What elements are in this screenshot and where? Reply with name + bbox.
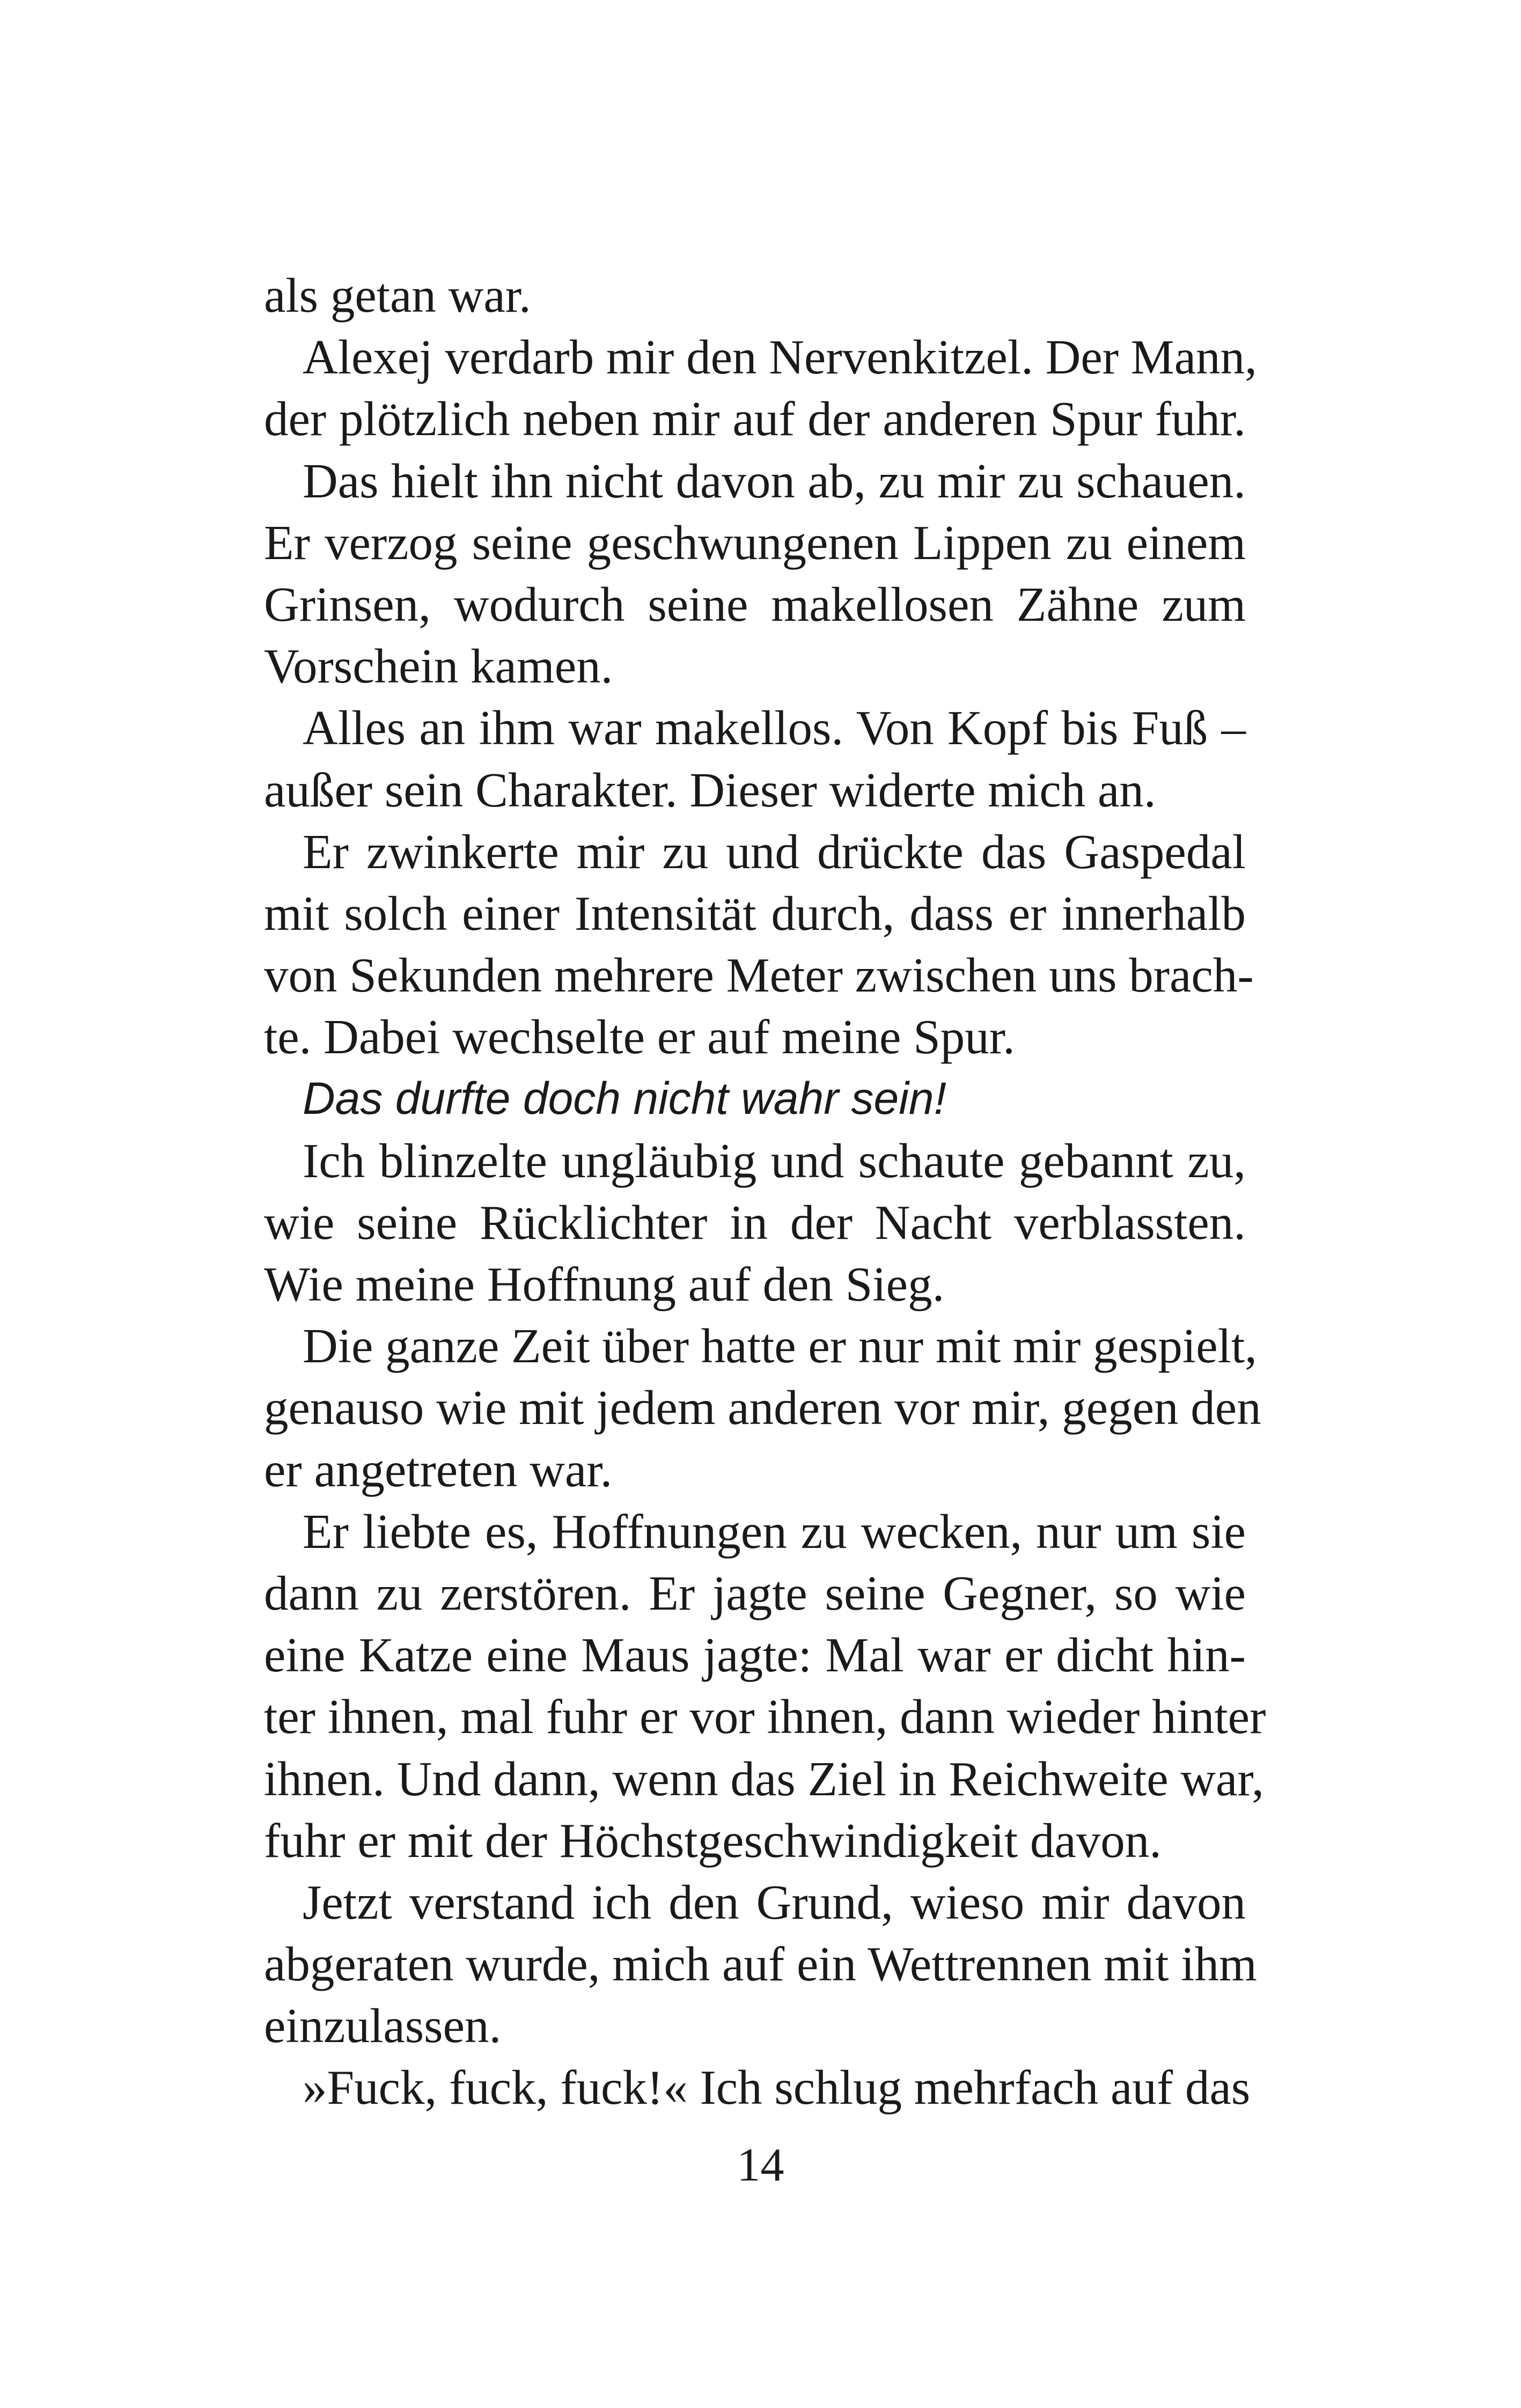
text-line: Ich blinzelte ungläubig und schaute gebannt zu,: [303, 1133, 1246, 1188]
text-line: Die ganze Zeit über hatte er nur mit mir gespielt,: [303, 1319, 1257, 1374]
body-text: [264, 265, 1266, 2119]
text-line: mit solch einer Intensität durch, dass er innerhalb: [264, 886, 1246, 941]
text-line: Grinsen, wodurch seine makellosen Zähne zum: [264, 577, 1246, 632]
text-line: »Fuck, fuck, fuck!« Ich schlug mehrfach auf das: [303, 2060, 1251, 2115]
text-line: wie seine Rücklichter in der Nacht verblassten.: [264, 1195, 1246, 1250]
text-line: Er liebte es, Hoffnungen zu wecken, nur um sie: [303, 1504, 1246, 1559]
text-line: Wie meine Hoffnung auf den Sieg.: [264, 1257, 945, 1311]
text-line: Vorschein kamen.: [264, 639, 613, 694]
text-line: Alexej verdarb mir den Nervenkitzel. Der Mann,: [303, 330, 1257, 385]
text-line: dann zu zerstören. Er jagte seine Gegner, so wie: [264, 1566, 1246, 1620]
text-line: Das hielt ihn nicht davon ab, zu mir zu schauen.: [303, 453, 1246, 508]
text-line: Alles an ihm war makellos. Von Kopf bis Fuß –: [303, 701, 1246, 755]
text-line: te. Dabei wechselte er auf meine Spur.: [264, 1010, 1015, 1064]
text-line: er angetreten war.: [264, 1442, 613, 1497]
text-line: als getan war.: [264, 268, 531, 322]
text-line: Er zwinkerte mir zu und drückte das Gaspedal: [303, 824, 1246, 879]
text-line: Jetzt verstand ich den Grund, wieso mir davon: [303, 1875, 1246, 1929]
page-number: 14: [737, 2139, 784, 2191]
text-line: einzulassen.: [264, 1999, 502, 2053]
text-line: der plötzlich neben mir auf der anderen Spur fuhr.: [264, 392, 1246, 446]
text-line: Er verzog seine geschwungenen Lippen zu einem: [264, 515, 1246, 570]
text-line: ter ihnen, mal fuhr er vor ihnen, dann wieder hinter: [264, 1690, 1266, 1744]
text-line: genauso wie mit jedem anderen vor mir, gegen den: [264, 1381, 1261, 1435]
italic-text-line: Das durfte doch nicht wahr sein!: [303, 1073, 946, 1124]
text-line: eine Katze eine Maus jagte: Mal war er dicht hin-: [264, 1628, 1246, 1683]
text-line: ihnen. Und dann, wenn das Ziel in Reichweite war,: [264, 1751, 1264, 1806]
text-line: fuhr er mit der Höchstgeschwindigkeit davon.: [264, 1813, 1162, 1868]
text-line: außer sein Charakter. Dieser widerte mich an.: [264, 762, 1156, 817]
text-line: abgeraten wurde, mich auf ein Wettrennen mit ihm: [264, 1937, 1257, 1992]
text-line: von Sekunden mehrere Meter zwischen uns brach-: [264, 948, 1254, 1003]
